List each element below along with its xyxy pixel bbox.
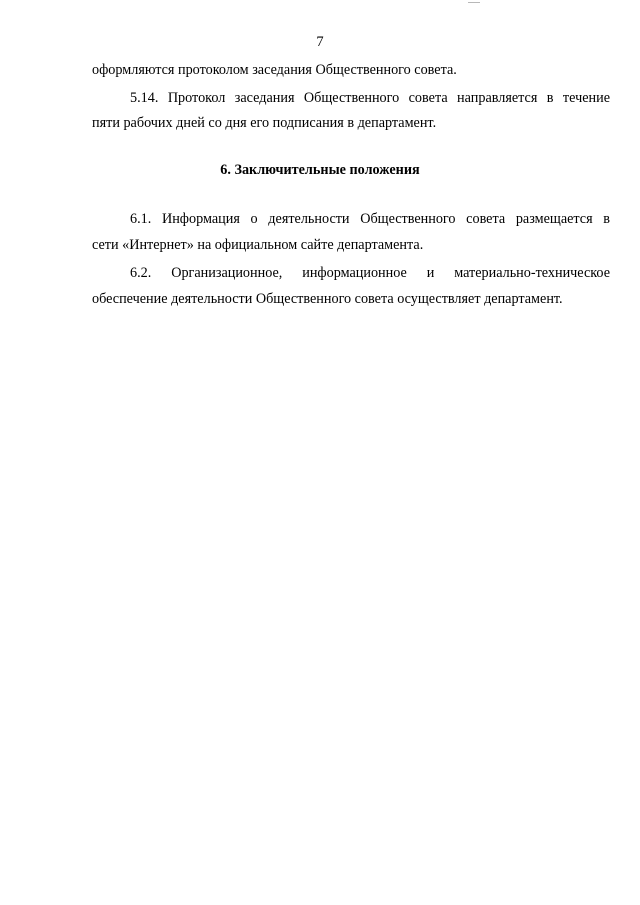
item-5-14-line-2: пяти рабочих дней со дня его подписания в департамент. [92, 115, 437, 131]
item-6-2-line-1: 6.2. Организационное, информационное и материально-техническое [130, 265, 610, 281]
paragraph-continuation: оформляются протоколом заседания Общественного совета. [92, 62, 457, 78]
scan-artifact [468, 2, 480, 3]
item-6-1-line-2: сети «Интернет» на официальном сайте департамента. [92, 237, 424, 253]
item-6-2-line-2: обеспечение деятельности Общественного совета осуществляет департамент. [92, 291, 563, 307]
section-6-heading: 6. Заключительные положения [220, 162, 420, 178]
item-6-1-line-1: 6.1. Информация о деятельности Общественного совета размещается в [130, 211, 610, 227]
page-number: 7 [316, 34, 324, 50]
item-5-14-line-1: 5.14. Протокол заседания Общественного совета направляется в течение [130, 90, 610, 106]
